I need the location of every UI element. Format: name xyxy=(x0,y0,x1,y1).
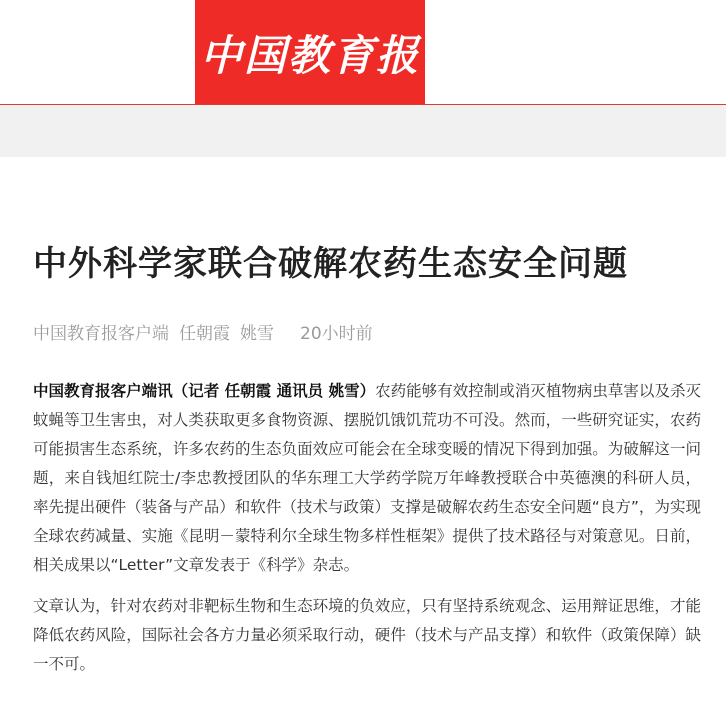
article-author: 任朝霞 xyxy=(179,324,230,344)
article-timestamp: 20小时前 xyxy=(300,324,373,344)
article-author: 姚雪 xyxy=(240,324,274,344)
article-title: 中外科学家联合破解农药生态安全问题 xyxy=(33,244,628,284)
article-body xyxy=(33,377,701,691)
article-paragraph: 文章认为，针对农药对非靶标生物和生态环境的负效应，只有坚持系统观念、运用辩证思维，才能降低农药风险，国际社会各方力量必须采取行动，硬件（技术与产品支撑）和软件（政策保障）缺一不可。 xyxy=(33,597,701,673)
article-source: 中国教育报客户端 xyxy=(33,324,169,344)
article-lead: 中国教育报客户端讯（记者 任朝霞 通讯员 姚雪） xyxy=(33,382,376,400)
site-logo-text: 中国教育报 xyxy=(199,30,420,80)
article-paragraph xyxy=(33,377,701,580)
nav-strip xyxy=(0,105,726,157)
article-text: 农药能够有效控制或消灭植物病虫草害以及杀灭蚊蝇等卫生害虫，对人类获取更多食物资源、摆脱饥饿饥荒功不可没。然而，一些研究证实，农药可能损害生态系统，许多农药的生态负面效应可能会在全球变暖的情况下得到加强。为破解这一问题，来自钱旭红院士/李忠教授团队的华东理工大学药学院万年峰教授联合中英德澳的科研人员，率先提出硬件（装备与产品）和软件（技术与政策）支撑是破解农药生态安全问题“良方”，为实现全球农药减量、实施《昆明－蒙特利尔全球生物多样性框架》提供了技术路径与对策意见。日前，相关成果以“Letter”文章发表于《科学》杂志。 xyxy=(33,382,701,574)
article-meta xyxy=(33,320,373,348)
site-logo[interactable] xyxy=(195,0,425,105)
